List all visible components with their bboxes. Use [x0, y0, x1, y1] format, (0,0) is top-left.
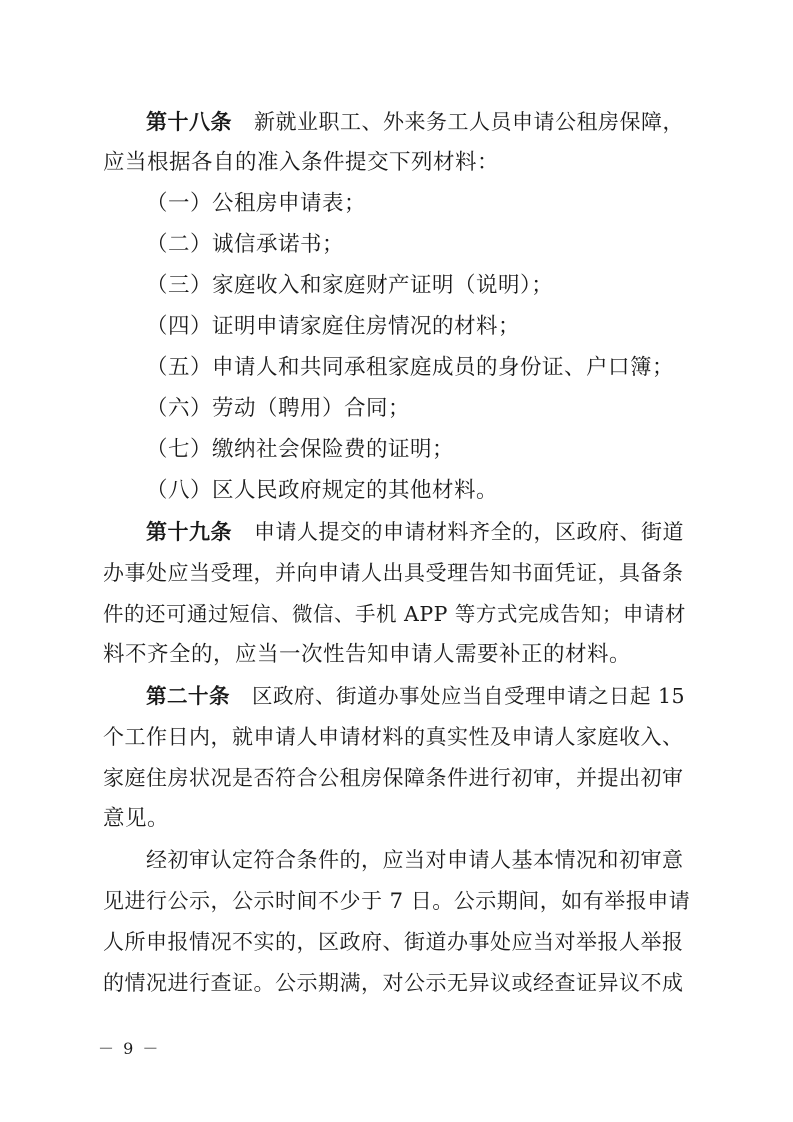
publicity-line-1: 经初审认定符合条件的，应当对申请人基本情况和初审意	[146, 848, 684, 872]
article-19-line-4: 料不齐全的，应当一次性告知申请人需要补正的材料。	[103, 642, 632, 667]
publicity-line-3: 人所申报情况不实的，区政府、街道办事处应当对举报人举报	[103, 930, 684, 954]
article-18-line-2: 应当根据各自的准入条件提交下列材料：	[103, 150, 500, 175]
publicity-line-2: 见进行公示，公示时间不少于 7 日。公示期间，如有举报申请	[103, 889, 691, 913]
page-number: － 9 －	[98, 1039, 161, 1058]
article-20-heading: 第二十条	[146, 684, 230, 708]
article-19-line-2: 办事处应当受理，并向申请人出具受理告知书面凭证，具备条	[103, 561, 684, 585]
list-item-5: （五）申请人和共同承租家庭成员的身份证、户口簿；	[146, 355, 675, 380]
article-20-line-4: 意见。	[103, 806, 170, 831]
article-18-first-line	[146, 107, 684, 137]
list-item-1: （一）公租房申请表；	[146, 191, 367, 216]
list-item-2: （二）诚信承诺书；	[146, 232, 345, 257]
article-20-first-line	[146, 681, 685, 711]
list-item-8: （八）区人民政府规定的其他材料。	[146, 478, 499, 503]
list-item-3: （三）家庭收入和家庭财产证明（说明）；	[146, 273, 554, 298]
article-18-text: 新就业职工、外来务工人员申请公租房保障，	[254, 110, 684, 134]
article-19-heading: 第十九条	[146, 520, 232, 544]
list-item-6: （六）劳动（聘用）合同；	[146, 396, 411, 421]
article-19-text: 申请人提交的申请材料齐全的，区政府、街道	[254, 520, 684, 544]
article-20-line-2: 个工作日内，就申请人申请材料的真实性及申请人家庭收入、	[103, 725, 684, 749]
publicity-line-4: 的情况进行查证。公示期满，对公示无异议或经查证异议不成	[103, 971, 684, 995]
list-item-4: （四）证明申请家庭住房情况的材料；	[146, 314, 521, 339]
article-20-line-3: 家庭住房状况是否符合公租房保障条件进行初审，并提出初审	[103, 766, 684, 790]
article-19-first-line	[146, 517, 684, 547]
article-19-line-3: 件的还可通过短信、微信、手机 APP 等方式完成告知；申请材	[103, 602, 686, 626]
article-18-heading: 第十八条	[146, 110, 232, 134]
list-item-7: （七）缴纳社会保险费的证明；	[146, 437, 455, 462]
article-20-text: 区政府、街道办事处应当自受理申请之日起 15	[252, 684, 686, 708]
